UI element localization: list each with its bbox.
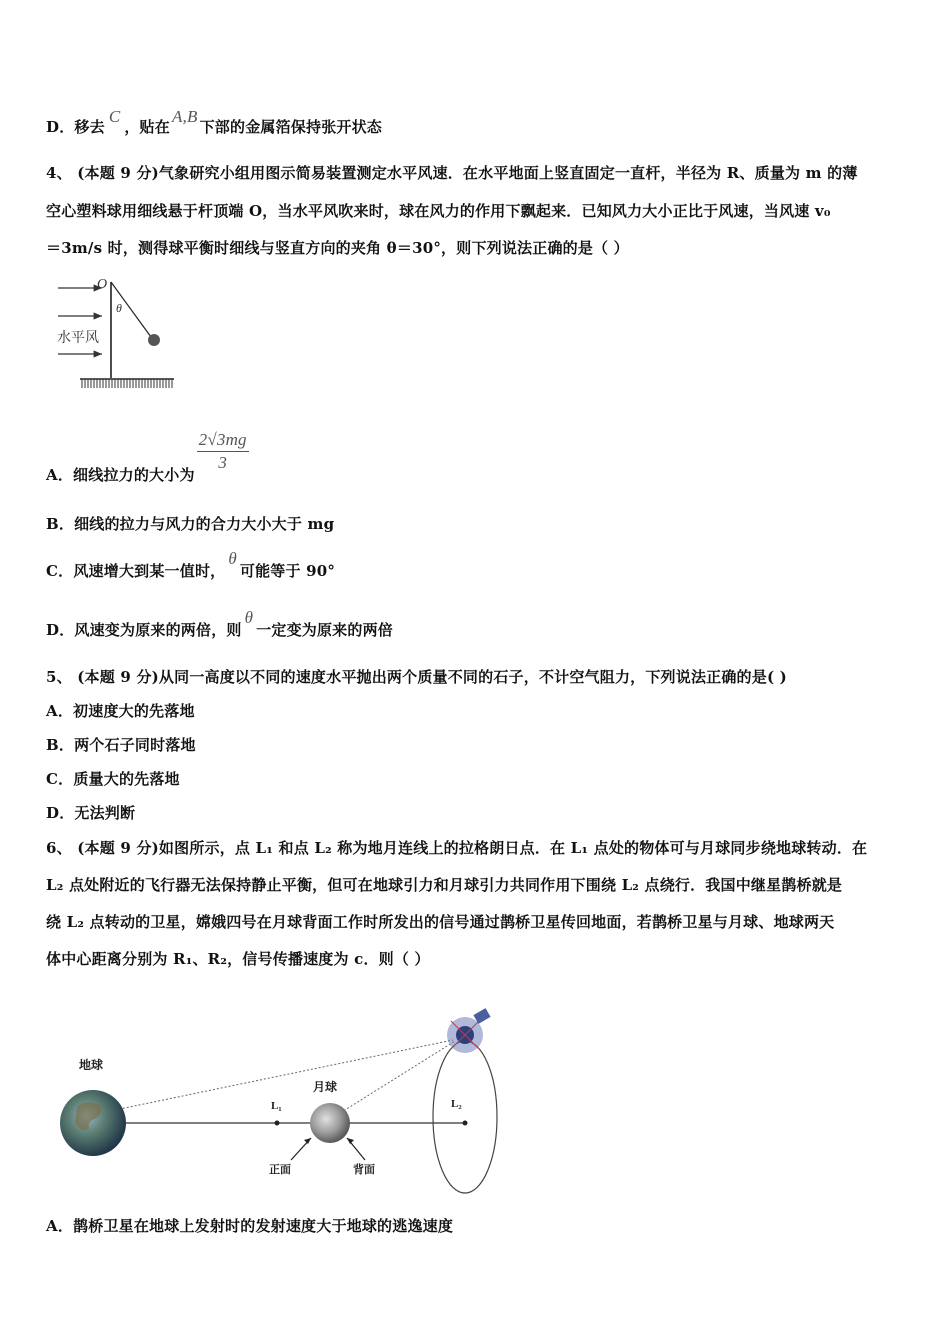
earth-satellite-dotted-line — [115, 1040, 453, 1110]
q4a-denominator: 3 — [218, 453, 228, 472]
l2-label: L₂ — [451, 1098, 462, 1110]
q3d-mid: ，贴在 — [124, 118, 170, 136]
q4d-suffix: 一定变为原来的两倍 — [256, 621, 393, 639]
q5-option-a: A．初速度大的先落地 — [46, 702, 195, 720]
front-arrowhead — [304, 1138, 311, 1144]
back-label: 背面 — [353, 1163, 375, 1176]
q5-stem: 5、 (本题 9 分)从同一高度以不同的速度水平抛出两个质量不同的石子，不计空气阻力，下列说法正确的是( ) — [46, 668, 787, 686]
q3d-suffix: 下部的金属箔保持张开状态 — [199, 118, 382, 136]
point-o-label: O — [97, 277, 108, 292]
q4c-suffix: 可能等于 90° — [239, 562, 336, 580]
q4-option-a — [46, 430, 249, 484]
halo-orbit — [433, 1041, 497, 1193]
q4-stem-line-3: ＝3m/s 时，测得球平衡时细线与竖直方向的夹角 θ＝30°，则下列说法正确的是（ ） — [46, 239, 629, 257]
q4-option-d — [46, 608, 393, 640]
q4d-prefix: D．风速变为原来的两倍，则 — [46, 621, 242, 639]
q3d-c-formula: C — [108, 107, 121, 126]
theta-label: θ — [116, 301, 122, 315]
ground-hatch — [82, 379, 172, 388]
front-label: 正面 — [269, 1163, 291, 1176]
q4d-theta: θ — [244, 608, 254, 627]
q5-option-d: D．无法判断 — [46, 804, 136, 822]
l2-point — [463, 1121, 468, 1126]
q6-stem-line-1: 6、 (本题 9 分)如图所示，点 L₁ 和点 L₂ 称为地月连线上的拉格朗日点．在 L₁ 点处的物体可与月球同步绕地球转动．在 — [46, 839, 868, 857]
earth-label: 地球 — [79, 1058, 104, 1072]
earth — [60, 1090, 126, 1156]
q4-option-c — [46, 549, 336, 581]
q5-option-c: C．质量大的先落地 — [46, 770, 180, 788]
moon-label: 月球 — [313, 1080, 338, 1094]
q6-stem-line-3: 绕 L₂ 点转动的卫星，嫦娥四号在月球背面工作时所发出的信号通过鹊桥卫星传回地面，若鹊桥卫星与月球、地球两天 — [46, 913, 835, 931]
q4-stem-line-1: 4、 (本题 9 分)气象研究小组用图示简易装置测定水平风速．在水平地面上竖直固定一直杆，半径为 R、质量为 m 的薄 — [46, 164, 858, 182]
l1-point — [275, 1121, 280, 1126]
wind-label: 水平风 — [57, 330, 99, 346]
q4c-theta: θ — [228, 549, 237, 568]
q4-stem-line-2: 空心塑料球用细线悬于杆顶端 O，当水平风吹来时，球在风力的作用下飘起来．已知风力大小正比于风速，当风速 v₀ — [46, 202, 831, 220]
ball — [148, 334, 160, 346]
q4c-prefix: C．风速增大到某一值时， — [46, 562, 226, 580]
q6-lagrange-figure — [55, 1005, 515, 1195]
queqiao-satellite-icon — [447, 1008, 491, 1053]
q4a-text: A．细线拉力的大小为 — [46, 465, 195, 484]
l1-label: L₁ — [271, 1100, 282, 1112]
q3d-ab-formula: A,B — [171, 107, 198, 126]
back-arrowhead — [347, 1138, 354, 1144]
q6-option-a: A．鹊桥卫星在地球上发射时的发射速度大于地球的逃逸速度 — [46, 1217, 454, 1235]
q5-option-b: B．两个石子同时落地 — [46, 736, 196, 754]
q6-stem-line-2: L₂ 点处附近的飞行器无法保持静止平衡，但可在地球引力和月球引力共同作用下围绕 L₂ 点绕行．我国中继星鹊桥就是 — [46, 876, 843, 894]
q4a-numerator: 2√3mg — [197, 430, 249, 452]
q3-option-d — [46, 107, 382, 137]
q4a-fraction — [197, 430, 249, 473]
moon — [310, 1103, 350, 1143]
q6-stem-line-4: 体中心距离分别为 R₁、R₂，信号传播速度为 c．则（ ） — [46, 950, 430, 968]
q4-option-b: B．细线的拉力与风力的合力大小大于 mg — [46, 515, 335, 533]
q4-wind-figure — [50, 272, 190, 392]
q3d-prefix: D．移去 — [46, 118, 105, 136]
